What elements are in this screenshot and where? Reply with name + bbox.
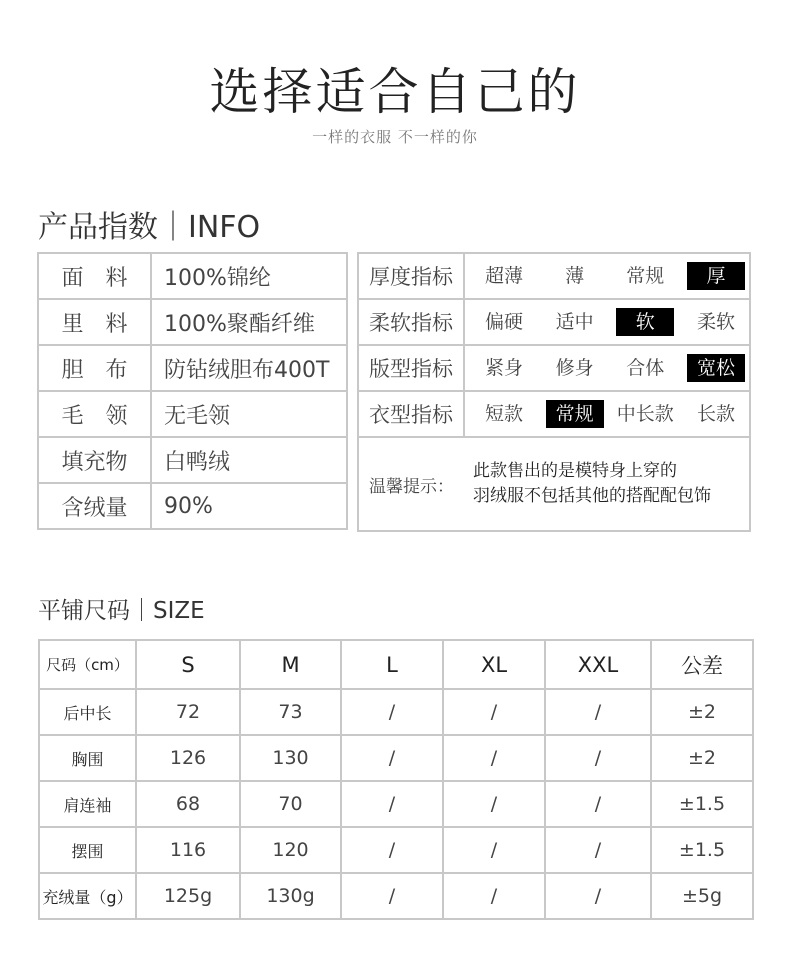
tip-line: 此款售出的是模特身上穿的 <box>473 461 677 481</box>
index-option: 偏硬 <box>484 311 523 333</box>
size-cell: / <box>545 689 651 735</box>
index-row <box>358 299 750 345</box>
index-label: 版型指标 <box>358 345 464 391</box>
size-cell: 125g <box>136 873 240 919</box>
index-option-selected: 常规 <box>546 400 604 428</box>
index-option: 柔软 <box>696 311 735 333</box>
size-cell: / <box>545 735 651 781</box>
size-cell: / <box>341 735 443 781</box>
size-cell: ±2 <box>651 689 753 735</box>
tip-row <box>358 437 750 531</box>
size-row-label: 胸围 <box>39 735 136 781</box>
index-option: 修身 <box>555 357 594 379</box>
index-option-group <box>475 308 745 336</box>
index-option: 薄 <box>565 265 585 287</box>
size-cell: 73 <box>240 689 341 735</box>
size-cell: 120 <box>240 827 341 873</box>
size-row-label: 充绒量（g） <box>39 873 136 919</box>
index-option: 中长款 <box>616 403 674 425</box>
info-label: 毛 领 <box>38 391 151 437</box>
index-options <box>464 253 750 299</box>
index-row <box>358 391 750 437</box>
index-option-group <box>475 354 745 382</box>
size-row <box>39 735 753 781</box>
size-cell: / <box>545 873 651 919</box>
product-index-table <box>357 252 751 532</box>
index-label: 衣型指标 <box>358 391 464 437</box>
hero-title: 选择适合自己的 <box>209 63 581 121</box>
size-cell: / <box>545 781 651 827</box>
size-cell: ±1.5 <box>651 827 753 873</box>
size-cell: ±5g <box>651 873 753 919</box>
tip-label: 温馨提示： <box>369 476 454 497</box>
index-option: 长款 <box>696 403 735 425</box>
size-row-label: 肩连袖 <box>39 781 136 827</box>
size-cell: / <box>443 827 545 873</box>
info-value: 90% <box>151 483 347 529</box>
info-row <box>38 299 347 345</box>
info-value: 白鸭绒 <box>151 437 347 483</box>
info-row <box>38 483 347 529</box>
size-row <box>39 781 753 827</box>
index-option-group <box>475 400 745 428</box>
index-row <box>358 345 750 391</box>
size-cell: / <box>545 827 651 873</box>
info-row <box>38 391 347 437</box>
index-option: 适中 <box>555 311 594 333</box>
index-row <box>358 253 750 299</box>
index-options <box>464 391 750 437</box>
index-label: 厚度指标 <box>358 253 464 299</box>
info-value: 100%聚酯纤维 <box>151 299 347 345</box>
size-header-cell: M <box>240 640 341 689</box>
index-option: 常规 <box>626 265 665 287</box>
index-option-selected: 厚 <box>687 262 745 290</box>
size-cell: / <box>443 781 545 827</box>
size-cell: / <box>443 873 545 919</box>
size-cell: 116 <box>136 827 240 873</box>
size-header-cell: XL <box>443 640 545 689</box>
size-table <box>38 639 754 920</box>
info-value: 100%锦纶 <box>151 253 347 299</box>
info-value: 防钻绒胆布400T <box>151 345 347 391</box>
index-label: 柔软指标 <box>358 299 464 345</box>
size-cell: 130 <box>240 735 341 781</box>
size-header-cell: 尺码（cm） <box>39 640 136 689</box>
index-option: 合体 <box>626 357 665 379</box>
size-header-cell: L <box>341 640 443 689</box>
index-option: 紧身 <box>484 357 523 379</box>
size-row <box>39 827 753 873</box>
size-cell: ±2 <box>651 735 753 781</box>
tip-line: 羽绒服不包括其他的搭配配包饰 <box>473 486 711 506</box>
size-row-label: 摆围 <box>39 827 136 873</box>
product-info-table <box>37 252 348 530</box>
tip-text <box>473 459 711 509</box>
size-cell: 130g <box>240 873 341 919</box>
index-option: 短款 <box>484 403 523 425</box>
info-row <box>38 437 347 483</box>
info-row <box>38 253 347 299</box>
info-row <box>38 345 347 391</box>
size-header-cell: S <box>136 640 240 689</box>
index-option: 超薄 <box>484 265 523 287</box>
size-cell: / <box>341 873 443 919</box>
info-label: 含绒量 <box>38 483 151 529</box>
size-row-label: 后中长 <box>39 689 136 735</box>
size-row <box>39 689 753 735</box>
index-option-group <box>475 262 745 290</box>
index-options <box>464 345 750 391</box>
size-header-cell: XXL <box>545 640 651 689</box>
info-label: 面 料 <box>38 253 151 299</box>
info-label: 胆 布 <box>38 345 151 391</box>
size-cell: 70 <box>240 781 341 827</box>
size-cell: ±1.5 <box>651 781 753 827</box>
tip-wrap <box>359 459 749 509</box>
size-cell: / <box>341 827 443 873</box>
index-options <box>464 299 750 345</box>
size-cell: / <box>443 735 545 781</box>
size-cell: 72 <box>136 689 240 735</box>
size-header-cell: 公差 <box>651 640 753 689</box>
index-option-selected: 宽松 <box>687 354 745 382</box>
size-cell: 68 <box>136 781 240 827</box>
info-label: 填充物 <box>38 437 151 483</box>
size-cell: / <box>341 689 443 735</box>
size-row <box>39 873 753 919</box>
size-cell: / <box>443 689 545 735</box>
size-section-title: 平铺尺码｜SIZE <box>38 598 205 624</box>
info-value: 无毛领 <box>151 391 347 437</box>
tip-cell <box>358 437 750 531</box>
hero-subtitle: 一样的衣服 不一样的你 <box>312 128 478 146</box>
size-cell: 126 <box>136 735 240 781</box>
size-header-row <box>39 640 753 689</box>
size-cell: / <box>341 781 443 827</box>
index-option-selected: 软 <box>616 308 674 336</box>
info-section-title: 产品指数｜INFO <box>38 210 261 245</box>
info-label: 里 料 <box>38 299 151 345</box>
